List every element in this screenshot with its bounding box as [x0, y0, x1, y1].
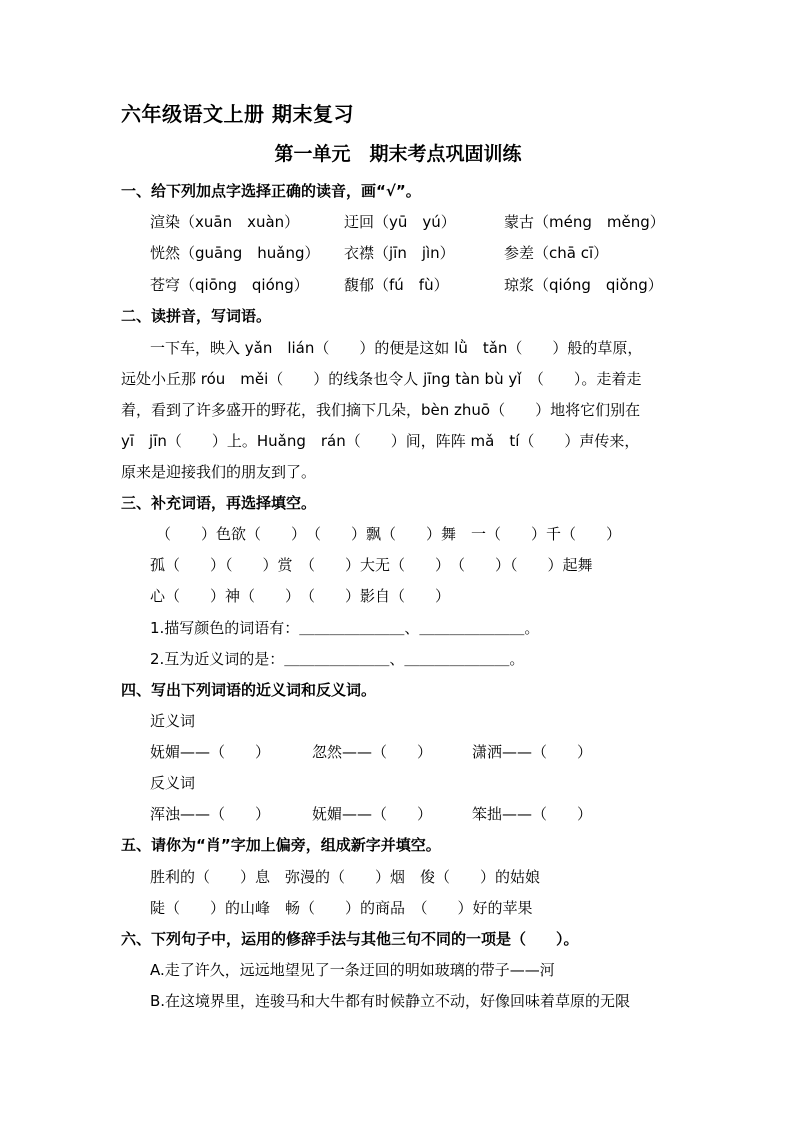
- antonym-item: 妩媚——（ ）: [312, 805, 433, 823]
- fill-char-line: 胜利的（ ）息 弥漫的（ ）烟 俊（ ）的姑娘: [150, 868, 541, 886]
- document-title: 六年级语文上册 期末复习: [121, 102, 354, 126]
- passage-line: yī jīn（ ）上。Huǎng rán（ ）间，阵阵 mǎ tí（ ）声传来，: [121, 432, 640, 450]
- pinyin-choice-item: 蒙古（méng měng）: [504, 213, 665, 231]
- synonym-label: 近义词: [150, 712, 196, 730]
- pinyin-choice-item: 苍穹（qiōng qióng）: [150, 276, 309, 294]
- idiom-fill-line: 孤（ ）（ ）赏 （ ）大无（ ） （ ）（ ）起舞: [150, 556, 593, 574]
- pinyin-choice-item: 渲染（xuān xuàn）: [150, 213, 300, 231]
- option-a: A.走了许久，远远地望见了一条迂回的明如玻璃的带子——河: [150, 961, 555, 979]
- section-6-heading: 六、下列句子中，运用的修辞手法与其他三句不同的一项是（ ）。: [121, 930, 579, 948]
- antonym-item: 笨拙——（ ）: [472, 805, 593, 823]
- passage-line: 着，看到了许多盛开的野花，我们摘下几朵，bèn zhuō（ ）地将它们别在: [121, 401, 641, 419]
- fill-char-line: 陡（ ）的山峰 畅（ ）的商品 （ ）好的苹果: [150, 899, 533, 917]
- unit-title: 第一单元 期末考点巩固训练: [274, 143, 522, 165]
- pinyin-choice-item: 参差（chā cī）: [504, 244, 609, 262]
- synonym-item: 潇洒——（ ）: [472, 743, 593, 761]
- idiom-fill-line: （ ）色欲（ ） （ ）飘（ ）舞 一（ ）千（ ）: [156, 525, 622, 543]
- section-2-heading: 二、读拼音，写词语。: [121, 307, 272, 325]
- pinyin-choice-item: 衣襟（jīn jìn）: [344, 244, 455, 262]
- passage-line: 原来是迎接我们的朋友到了。: [121, 463, 317, 481]
- section-3-heading: 三、补充词语，再选择填空。: [121, 494, 317, 512]
- pinyin-choice-item: 恍然（guāng huǎng）: [150, 244, 320, 262]
- synonym-item: 妩媚——（ ）: [150, 743, 271, 761]
- fill-question-line: 1.描写颜色的词语有：＿＿＿＿＿＿＿、＿＿＿＿＿＿＿。: [150, 619, 540, 637]
- antonym-item: 浑浊——（ ）: [150, 805, 271, 823]
- synonym-item: 忽然——（ ）: [312, 743, 433, 761]
- pinyin-choice-item: 馥郁（fú fù）: [344, 276, 449, 294]
- passage-line: 一下车，映入 yǎn lián（ ）的便是这如 lǜ tǎn（ ）般的草原，: [150, 339, 643, 357]
- idiom-fill-line: 心（ ）神（ ） （ ）影自（ ）: [150, 587, 451, 605]
- passage-line: 远处小丘那 róu měi（ ）的线条也令人 jīng tàn bù yǐ （ ）。走着走: [121, 370, 642, 388]
- section-4-heading: 四、写出下列词语的近义词和反义词。: [121, 681, 377, 699]
- antonym-label: 反义词: [150, 774, 196, 792]
- section-5-heading: 五、请你为“肖”字加上偏旁，组成新字并填空。: [121, 836, 441, 854]
- fill-question-line: 2.互为近义词的是：＿＿＿＿＿＿＿、＿＿＿＿＿＿＿。: [150, 650, 525, 668]
- option-b: B.在这境界里，连骏马和大牛都有时候静立不动，好像回味着草原的无限: [150, 992, 631, 1010]
- pinyin-choice-item: 迂回（yū yú）: [344, 213, 456, 231]
- section-1-heading: 一、给下列加点字选择正确的读音，画“√”。: [121, 182, 421, 200]
- pinyin-choice-item: 琼浆（qióng qiǒng）: [504, 276, 663, 294]
